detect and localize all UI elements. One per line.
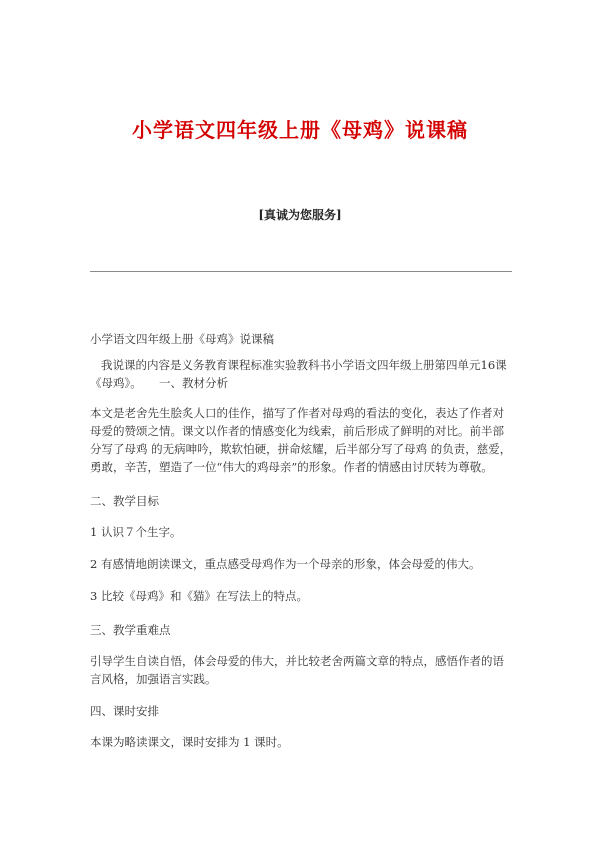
section-schedule-heading: 四、课时安排 <box>90 704 159 718</box>
goal-item-1: 1 认识７个生字。 <box>90 525 182 539</box>
body-heading: 小学语文四年级上册《母鸡》说课稿 <box>90 332 274 346</box>
goal-item-3: 3 比较《母鸡》和《猫》在写法上的特点。 <box>90 589 308 603</box>
difficulty-paragraph: 引导学生自读自悟，体会母爱的伟大，并比较老舍两篇文章的特点，感悟作者的语言风格，加强语言实践。 <box>90 654 504 686</box>
document-subtitle: [真诚为您服务] <box>258 208 342 222</box>
analysis-paragraph: 本文是老舍先生脍炙人口的佳作，描写了作者对母鸡的看法的变化，表达了作者对母爱的赞颂之情。课文以作者的情感变化为线索，前后形成了鲜明的对比。前半部分写了母鸡 的无病呻吟，欺软怕硬，拼命炫耀，后半部分写了母鸡 的负责，慈爱，勇敢，辛苦，塑造了一位“伟大的鸡母亲”的形象。作者的情感由讨厌转为尊敬。 <box>90 406 512 474</box>
document-title: 小学语文四年级上册《母鸡》说课稿 <box>132 118 468 142</box>
section-goals-heading: 二、教学目标 <box>90 494 159 508</box>
document-body <box>90 330 512 751</box>
schedule-paragraph: 本课为略读课文，课时安排为 1 课时。 <box>90 735 289 749</box>
goal-item-2: 2 有感情地朗读课文，重点感受母鸡作为一个母亲的形象，体会母爱的伟大。 <box>90 557 481 571</box>
intro-paragraph: 我说课的内容是义务教育课程标准实验教科书小学语文四年级上册第四单元16课《母鸡》。 一、教材分析 <box>90 358 507 390</box>
section-difficulty-heading: 三、教学重难点 <box>90 623 171 637</box>
horizontal-divider <box>90 271 512 272</box>
